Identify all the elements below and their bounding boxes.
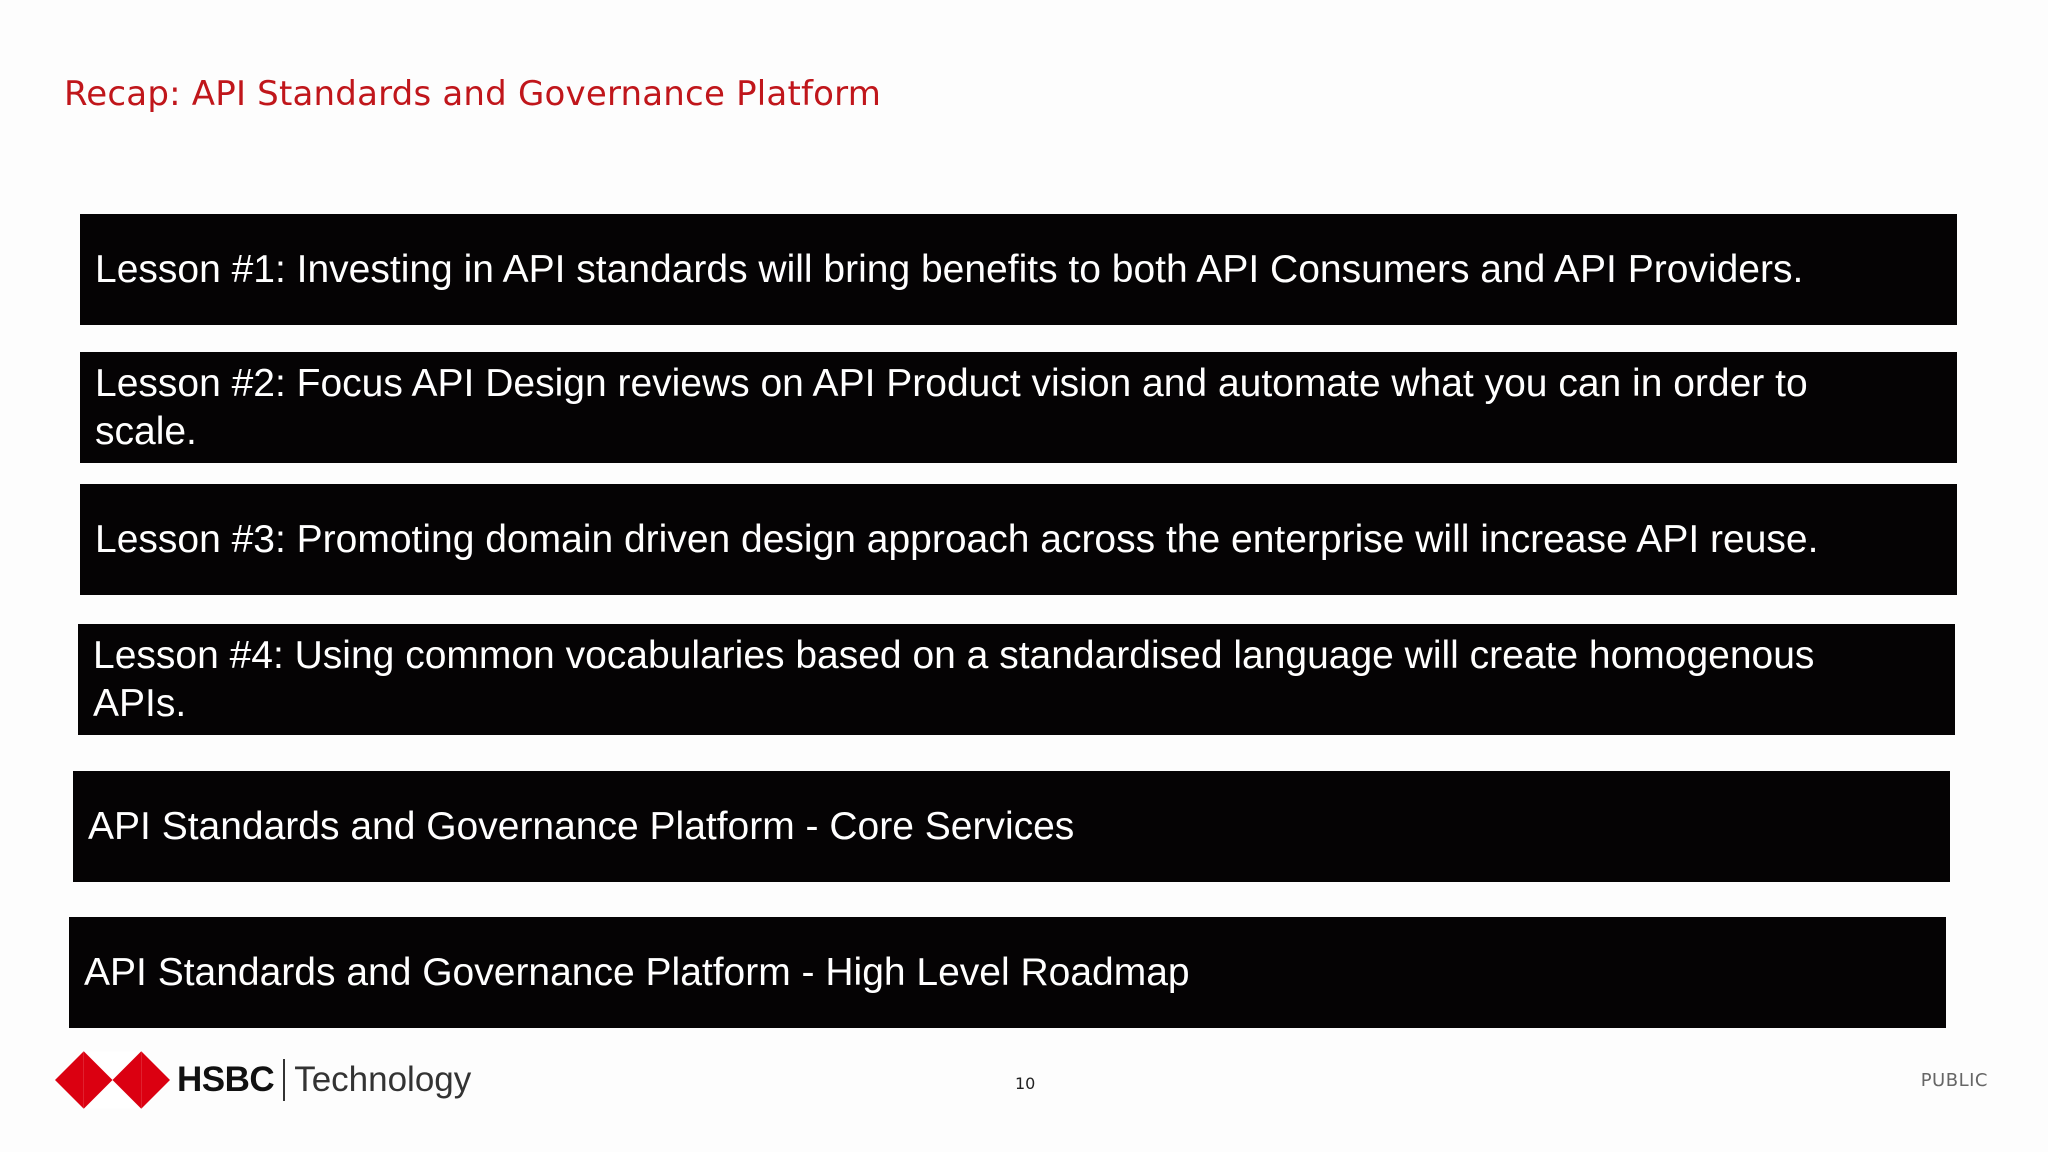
roadmap-text: API Standards and Governance Platform - High Level Roadmap [84, 950, 1190, 994]
classification-label: PUBLIC [1920, 1070, 1988, 1091]
roadmap-bar[interactable] [69, 917, 1946, 1028]
lesson-1-text: Lesson #1: Investing in API standards will bring benefits to both API Consumers and API Providers. [95, 247, 1804, 291]
lesson-4-bar[interactable] [78, 624, 1955, 735]
hsbc-technology-logo [55, 1049, 471, 1111]
page-number: 10 [1015, 1074, 1036, 1093]
lesson-2-bar[interactable] [80, 352, 1957, 463]
core-services-bar[interactable] [73, 771, 1950, 882]
slide-title: Recap: API Standards and Governance Platform [64, 74, 882, 114]
core-services-text: API Standards and Governance Platform - Core Services [88, 804, 1075, 848]
lesson-2-text: Lesson #2: Focus API Design reviews on API Product vision and automate what you can in order to scale. [95, 361, 1808, 453]
lesson-3-text: Lesson #3: Promoting domain driven design approach across the enterprise will increase API reuse. [95, 517, 1819, 561]
lesson-4-text: Lesson #4: Using common vocabularies based on a standardised language will create homogenous APIs. [93, 633, 1815, 725]
lesson-3-bar[interactable] [80, 484, 1957, 595]
hsbc-hexagon-icon [55, 1049, 170, 1111]
sub-brand-name: Technology [294, 1060, 472, 1099]
lesson-1-bar[interactable] [80, 214, 1957, 325]
logo-divider [283, 1059, 285, 1101]
brand-name: HSBC [177, 1060, 275, 1099]
